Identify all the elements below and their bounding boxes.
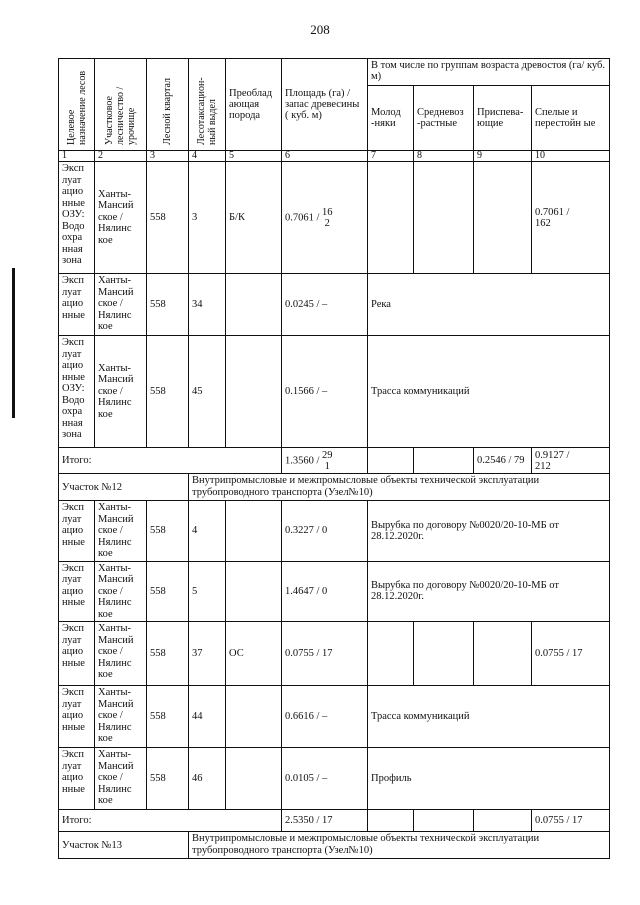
section-header-row (59, 832, 610, 859)
total-label: Итого: (59, 448, 282, 474)
total-mature: 0.9127 / 212 (532, 448, 610, 474)
forestry-cell: Ханты- Мансий ское / Нялинс кое (95, 274, 147, 336)
middle-cell (414, 162, 474, 274)
note-cell: Трасса коммуникаций (368, 336, 610, 448)
allotment-cell: 5 (189, 561, 226, 622)
area-cell: 0.7061 / 16 2 (282, 162, 368, 274)
total-young (368, 810, 414, 832)
allotment-cell: 4 (189, 501, 226, 562)
species-cell (226, 686, 282, 748)
purpose-cell: Эксп луат ацио нные (59, 274, 95, 336)
header-row-1 (59, 59, 610, 86)
note-cell: Вырубка по договору №0020/20-10-МБ от 28.12.2020г. (368, 561, 610, 622)
table-row (59, 561, 610, 622)
area-cell: 0.0105 / – (282, 748, 368, 810)
col-num: 1 (59, 151, 95, 162)
forestry-cell: Ханты- Мансий ское / Нялинс кое (95, 561, 147, 622)
section-title: Участок №12 (59, 474, 189, 501)
header-allotment: Лесотаксацион-ный выдел (189, 59, 226, 151)
purpose-cell: Эксп луат ацио нные ОЗУ: Водо охра нная зона (59, 162, 95, 274)
species-cell (226, 748, 282, 810)
area-cell: 0.6616 / – (282, 686, 368, 748)
purpose-cell: Эксп луат ацио нные (59, 622, 95, 686)
purpose-cell: Эксп луат ацио нные (59, 748, 95, 810)
purpose-cell: Эксп луат ацио нные (59, 501, 95, 562)
table-row (59, 336, 610, 448)
table-row (59, 274, 610, 336)
page-number: 208 (310, 22, 330, 37)
forestry-cell: Ханты- Мансий ское / Нялинс кое (95, 162, 147, 274)
section-description: Внутрипромысловые и межпромысловые объекты технической эксплуатации трубопроводного транспорта (Узел№10) (189, 832, 610, 859)
area-cell: 0.0755 / 17 (282, 622, 368, 686)
header-forestry: Участковое лесничество / урочище (95, 59, 147, 151)
allotment-cell: 3 (189, 162, 226, 274)
species-cell (226, 501, 282, 562)
quarter-cell: 558 (147, 274, 189, 336)
species-cell (226, 274, 282, 336)
header-premature: Приспева-ющие (474, 85, 532, 150)
col-num: 8 (414, 151, 474, 162)
purpose-cell: Эксп луат ацио нные (59, 686, 95, 748)
mature-cell: 0.7061 / 162 (532, 162, 610, 274)
total-middle (414, 448, 474, 474)
total-label: Итого: (59, 810, 282, 832)
quarter-cell: 558 (147, 622, 189, 686)
total-premature (474, 810, 532, 832)
forestry-cell: Ханты- Мансий ское / Нялинс кое (95, 501, 147, 562)
note-cell: Профиль (368, 748, 610, 810)
purpose-cell: Эксп луат ацио нные ОЗУ: Водо охра нная зона (59, 336, 95, 448)
quarter-cell: 558 (147, 561, 189, 622)
quarter-cell: 558 (147, 336, 189, 448)
table-row (59, 501, 610, 562)
young-cell (368, 622, 414, 686)
quarter-cell: 558 (147, 748, 189, 810)
col-num: 10 (532, 151, 610, 162)
col-num: 9 (474, 151, 532, 162)
quarter-cell: 558 (147, 162, 189, 274)
total-young (368, 448, 414, 474)
header-middle: Средневоз -растные (414, 85, 474, 150)
allotment-cell: 34 (189, 274, 226, 336)
total-middle (414, 810, 474, 832)
header-quarter: Лесной квартал (147, 59, 189, 151)
margin-mark (12, 268, 15, 418)
table-row (59, 622, 610, 686)
area-cell: 0.1566 / – (282, 336, 368, 448)
total-area-cell: 1.3560 / 29 1 (282, 448, 368, 474)
area-cell: 0.3227 / 0 (282, 501, 368, 562)
premature-cell (474, 622, 532, 686)
note-cell: Трасса коммуникаций (368, 686, 610, 748)
species-cell: Б/К (226, 162, 282, 274)
quarter-cell: 558 (147, 501, 189, 562)
purpose-cell: Эксп луат ацио нные (59, 561, 95, 622)
species-cell (226, 561, 282, 622)
young-cell (368, 162, 414, 274)
species-cell: ОС (226, 622, 282, 686)
allotment-cell: 45 (189, 336, 226, 448)
area-cell: 1.4647 / 0 (282, 561, 368, 622)
header-area: Площадь (га) / запас древесины ( куб. м) (282, 59, 368, 151)
quarter-cell: 558 (147, 686, 189, 748)
allotment-cell: 44 (189, 686, 226, 748)
total-area-cell: 2.5350 / 17 (282, 810, 368, 832)
forestry-cell: Ханты- Мансий ское / Нялинс кое (95, 748, 147, 810)
allotment-cell: 37 (189, 622, 226, 686)
col-num: 3 (147, 151, 189, 162)
col-num: 6 (282, 151, 368, 162)
allotment-cell: 46 (189, 748, 226, 810)
col-num: 2 (95, 151, 147, 162)
section-title: Участок №13 (59, 832, 189, 859)
col-num: 7 (368, 151, 414, 162)
table-row (59, 748, 610, 810)
section-description: Внутрипромысловые и межпромысловые объекты технической эксплуатации трубопроводного транспорта (Узел№10) (189, 474, 610, 501)
table-row (59, 162, 610, 274)
header-mature: Спелые и перестойн ые (532, 85, 610, 150)
total-row (59, 448, 610, 474)
header-young: Молод -няки (368, 85, 414, 150)
col-num: 4 (189, 151, 226, 162)
forestry-cell: Ханты- Мансий ское / Нялинс кое (95, 622, 147, 686)
species-cell (226, 336, 282, 448)
header-purpose: Целевое назначение лесов (59, 59, 95, 151)
header-age-groups: В том числе по группам возраста древостоя (га/ куб. м) (368, 59, 610, 86)
column-number-row (59, 151, 610, 162)
header-species: Преоблад ающая порода (226, 59, 282, 151)
total-mature: 0.0755 / 17 (532, 810, 610, 832)
total-row (59, 810, 610, 832)
middle-cell (414, 622, 474, 686)
mature-cell: 0.0755 / 17 (532, 622, 610, 686)
forestry-cell: Ханты- Мансий ское / Нялинс кое (95, 686, 147, 748)
forest-inventory-table (58, 58, 610, 859)
area-cell: 0.0245 / – (282, 274, 368, 336)
section-header-row (59, 474, 610, 501)
premature-cell (474, 162, 532, 274)
note-cell: Вырубка по договору №0020/20-10-МБ от 28.12.2020г. (368, 501, 610, 562)
forestry-cell: Ханты- Мансий ское / Нялинс кое (95, 336, 147, 448)
col-num: 5 (226, 151, 282, 162)
total-premature: 0.2546 / 79 (474, 448, 532, 474)
note-cell: Река (368, 274, 610, 336)
table-row (59, 686, 610, 748)
